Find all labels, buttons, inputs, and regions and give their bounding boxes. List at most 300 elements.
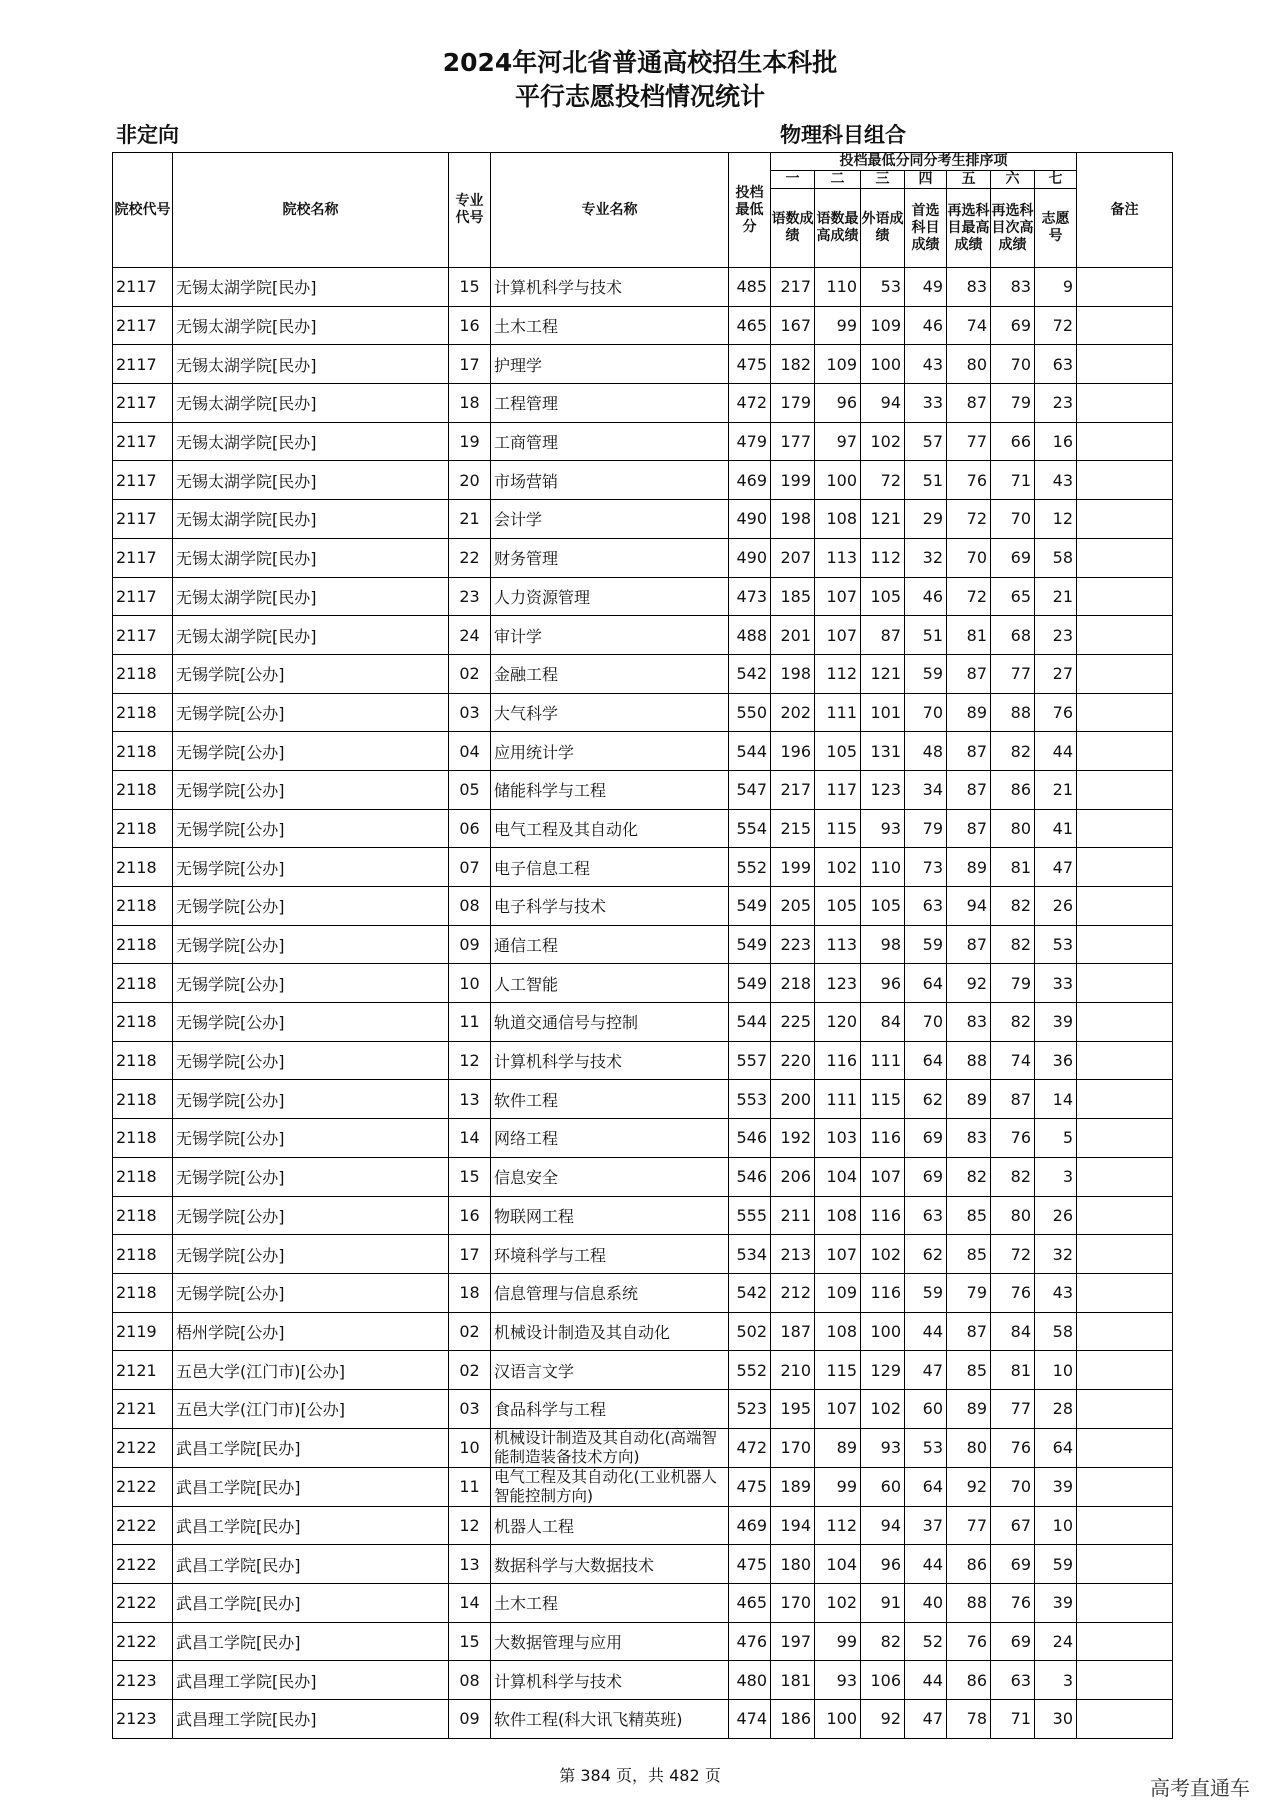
rank-value-cell: 107 — [815, 616, 861, 655]
rank-value-cell: 60 — [905, 1389, 947, 1428]
major-name-cell: 计算机科学与技术 — [491, 268, 729, 307]
rank-value-cell: 129 — [861, 1351, 905, 1390]
rank-value-cell: 96 — [861, 1545, 905, 1584]
school-code-cell: 2118 — [113, 848, 173, 887]
rank-value-cell: 121 — [861, 654, 905, 693]
major-code-cell: 12 — [449, 1041, 491, 1080]
remark-cell — [1077, 1428, 1173, 1467]
rank-value-cell: 23 — [1035, 384, 1077, 423]
rank-value-cell: 62 — [905, 1235, 947, 1274]
rank-value-cell: 109 — [861, 306, 905, 345]
rank-value-cell: 197 — [771, 1622, 815, 1661]
remark-cell — [1077, 964, 1173, 1003]
rank-value-cell: 105 — [815, 732, 861, 771]
major-code-cell: 02 — [449, 1312, 491, 1351]
rank-value-cell: 64 — [1035, 1428, 1077, 1467]
remark-cell — [1077, 1622, 1173, 1661]
rank-value-cell: 123 — [861, 770, 905, 809]
remark-cell — [1077, 422, 1173, 461]
rank-value-cell: 223 — [771, 925, 815, 964]
major-code-cell: 18 — [449, 384, 491, 423]
major-code-cell: 24 — [449, 616, 491, 655]
school-name-cell: 无锡学院[公办] — [173, 1157, 449, 1196]
rank-value-cell: 72 — [947, 577, 991, 616]
rank-value-cell: 89 — [947, 693, 991, 732]
school-name-cell: 无锡太湖学院[民办] — [173, 422, 449, 461]
major-name-cell: 机械设计制造及其自动化 — [491, 1312, 729, 1351]
rank-value-cell: 112 — [815, 654, 861, 693]
table-row — [113, 268, 1173, 307]
rank-value-cell: 67 — [991, 1506, 1035, 1545]
table-row — [113, 1506, 1173, 1545]
school-name-cell: 武昌工学院[民办] — [173, 1545, 449, 1584]
rank-value-cell: 83 — [947, 268, 991, 307]
rank-value-cell: 82 — [991, 732, 1035, 771]
rank-value-cell: 81 — [991, 1351, 1035, 1390]
rank-value-cell: 199 — [771, 848, 815, 887]
table-row — [113, 422, 1173, 461]
rank-value-cell: 69 — [905, 1119, 947, 1158]
major-name-cell: 财务管理 — [491, 538, 729, 577]
remark-cell — [1077, 345, 1173, 384]
table-row — [113, 1351, 1173, 1390]
rank-value-cell: 79 — [991, 964, 1035, 1003]
admission-table — [112, 152, 1173, 1739]
table-row — [113, 1080, 1173, 1119]
rank-value-cell: 111 — [815, 693, 861, 732]
rank-value-cell: 105 — [861, 577, 905, 616]
rank-value-cell: 116 — [815, 1041, 861, 1080]
rank-value-cell: 49 — [905, 268, 947, 307]
page-footer: 第 384 页，共 482 页 — [559, 1766, 721, 1785]
rank-value-cell: 82 — [861, 1622, 905, 1661]
rank-value-cell: 86 — [947, 1545, 991, 1584]
min-score-cell: 474 — [729, 1700, 771, 1739]
major-code-cell: 17 — [449, 1235, 491, 1274]
table-row — [113, 693, 1173, 732]
rank-value-cell: 85 — [947, 1235, 991, 1274]
major-code-cell: 20 — [449, 461, 491, 500]
rank-value-cell: 74 — [947, 306, 991, 345]
remark-cell — [1077, 1700, 1173, 1739]
rank-value-cell: 32 — [905, 538, 947, 577]
min-score-cell: 465 — [729, 1584, 771, 1623]
school-code-cell: 2123 — [113, 1661, 173, 1700]
school-code-cell: 2122 — [113, 1428, 173, 1467]
rank-value-cell: 81 — [991, 848, 1035, 887]
min-score-cell: 502 — [729, 1312, 771, 1351]
rank-value-cell: 93 — [861, 809, 905, 848]
rank-value-cell: 47 — [905, 1700, 947, 1739]
rank-value-cell: 69 — [991, 538, 1035, 577]
rank-value-cell: 39 — [1035, 1003, 1077, 1042]
school-name-cell: 无锡学院[公办] — [173, 1235, 449, 1274]
rank-value-cell: 79 — [905, 809, 947, 848]
rank-value-cell: 185 — [771, 577, 815, 616]
min-score-cell: 469 — [729, 461, 771, 500]
rank-value-cell: 117 — [815, 770, 861, 809]
school-code-cell: 2118 — [113, 1041, 173, 1080]
min-score-cell: 549 — [729, 925, 771, 964]
rank-value-cell: 10 — [1035, 1351, 1077, 1390]
rank-value-cell: 182 — [771, 345, 815, 384]
remark-cell — [1077, 1584, 1173, 1623]
major-code-cell: 14 — [449, 1119, 491, 1158]
remark-cell — [1077, 1157, 1173, 1196]
school-name-cell: 武昌工学院[民办] — [173, 1622, 449, 1661]
min-score-cell: 469 — [729, 1506, 771, 1545]
rank-value-cell: 77 — [991, 654, 1035, 693]
school-code-cell: 2118 — [113, 964, 173, 1003]
school-code-cell: 2122 — [113, 1467, 173, 1506]
major-code-cell: 05 — [449, 770, 491, 809]
header-rank: 六 — [991, 171, 1035, 189]
rank-value-cell: 44 — [1035, 732, 1077, 771]
school-name-cell: 无锡太湖学院[民办] — [173, 577, 449, 616]
table-row — [113, 1157, 1173, 1196]
school-code-cell: 2117 — [113, 306, 173, 345]
rank-value-cell: 73 — [905, 848, 947, 887]
major-code-cell: 17 — [449, 345, 491, 384]
major-code-cell: 08 — [449, 887, 491, 926]
rank-value-cell: 52 — [905, 1622, 947, 1661]
school-code-cell: 2123 — [113, 1700, 173, 1739]
rank-value-cell: 198 — [771, 500, 815, 539]
header-remark: 备注 — [1077, 153, 1173, 268]
school-name-cell: 无锡学院[公办] — [173, 887, 449, 926]
rank-value-cell: 27 — [1035, 654, 1077, 693]
school-name-cell: 武昌工学院[民办] — [173, 1467, 449, 1506]
major-code-cell: 08 — [449, 1661, 491, 1700]
rank-value-cell: 200 — [771, 1080, 815, 1119]
header-rank-item: 再选科目最高成绩 — [947, 189, 991, 268]
major-name-cell: 人力资源管理 — [491, 577, 729, 616]
rank-value-cell: 217 — [771, 770, 815, 809]
rank-value-cell: 113 — [815, 538, 861, 577]
min-score-cell: 473 — [729, 577, 771, 616]
rank-value-cell: 47 — [1035, 848, 1077, 887]
rank-value-cell: 76 — [947, 461, 991, 500]
major-name-cell: 人工智能 — [491, 964, 729, 1003]
rank-value-cell: 87 — [947, 384, 991, 423]
header-rank-item: 首选科目成绩 — [905, 189, 947, 268]
rank-value-cell: 64 — [905, 964, 947, 1003]
major-code-cell: 10 — [449, 964, 491, 1003]
rank-value-cell: 102 — [815, 1584, 861, 1623]
rank-value-cell: 77 — [991, 1389, 1035, 1428]
school-name-cell: 武昌理工学院[民办] — [173, 1700, 449, 1739]
rank-value-cell: 63 — [905, 887, 947, 926]
rank-value-cell: 37 — [905, 1506, 947, 1545]
rank-value-cell: 94 — [861, 1506, 905, 1545]
rank-value-cell: 199 — [771, 461, 815, 500]
rank-value-cell: 86 — [991, 770, 1035, 809]
rank-value-cell: 194 — [771, 1506, 815, 1545]
rank-value-cell: 44 — [905, 1312, 947, 1351]
rank-value-cell: 76 — [991, 1584, 1035, 1623]
major-name-cell: 储能科学与工程 — [491, 770, 729, 809]
major-code-cell: 11 — [449, 1003, 491, 1042]
rank-value-cell: 34 — [905, 770, 947, 809]
school-name-cell: 无锡学院[公办] — [173, 770, 449, 809]
major-code-cell: 15 — [449, 1622, 491, 1661]
school-code-cell: 2117 — [113, 616, 173, 655]
rank-value-cell: 80 — [991, 809, 1035, 848]
rank-value-cell: 53 — [1035, 925, 1077, 964]
rank-value-cell: 46 — [905, 577, 947, 616]
school-code-cell: 2117 — [113, 422, 173, 461]
rank-value-cell: 103 — [815, 1119, 861, 1158]
major-name-cell: 数据科学与大数据技术 — [491, 1545, 729, 1584]
rank-value-cell: 109 — [815, 345, 861, 384]
rank-value-cell: 102 — [861, 1389, 905, 1428]
min-score-cell: 475 — [729, 1545, 771, 1584]
rank-value-cell: 57 — [905, 422, 947, 461]
rank-value-cell: 72 — [947, 500, 991, 539]
rank-value-cell: 26 — [1035, 1196, 1077, 1235]
rank-value-cell: 94 — [861, 384, 905, 423]
rank-value-cell: 24 — [1035, 1622, 1077, 1661]
rank-value-cell: 92 — [947, 1467, 991, 1506]
rank-value-cell: 69 — [991, 1622, 1035, 1661]
school-code-cell: 2118 — [113, 1273, 173, 1312]
major-code-cell: 13 — [449, 1080, 491, 1119]
header-major-code: 专业代号 — [449, 153, 491, 268]
rank-value-cell: 43 — [1035, 461, 1077, 500]
table-row — [113, 1584, 1173, 1623]
rank-value-cell: 101 — [861, 693, 905, 732]
header-rank: 二 — [815, 171, 861, 189]
header-rank: 七 — [1035, 171, 1077, 189]
rank-value-cell: 79 — [947, 1273, 991, 1312]
major-name-cell: 轨道交通信号与控制 — [491, 1003, 729, 1042]
remark-cell — [1077, 693, 1173, 732]
school-code-cell: 2118 — [113, 1235, 173, 1274]
rank-value-cell: 72 — [1035, 306, 1077, 345]
rank-value-cell: 88 — [947, 1041, 991, 1080]
rank-value-cell: 63 — [1035, 345, 1077, 384]
rank-value-cell: 217 — [771, 268, 815, 307]
rank-value-cell: 211 — [771, 1196, 815, 1235]
watermark: 高考直通车 — [1150, 1776, 1250, 1800]
table-row — [113, 500, 1173, 539]
major-name-cell: 机器人工程 — [491, 1506, 729, 1545]
school-name-cell: 无锡学院[公办] — [173, 964, 449, 1003]
major-name-cell: 工程管理 — [491, 384, 729, 423]
rank-value-cell: 44 — [905, 1661, 947, 1700]
rank-value-cell: 100 — [815, 1700, 861, 1739]
school-code-cell: 2118 — [113, 693, 173, 732]
rank-value-cell: 96 — [815, 384, 861, 423]
rank-value-cell: 3 — [1035, 1157, 1077, 1196]
major-code-cell: 03 — [449, 693, 491, 732]
remark-cell — [1077, 1041, 1173, 1080]
school-code-cell: 2118 — [113, 770, 173, 809]
remark-cell — [1077, 1351, 1173, 1390]
rank-value-cell: 198 — [771, 654, 815, 693]
major-code-cell: 18 — [449, 1273, 491, 1312]
rank-value-cell: 170 — [771, 1584, 815, 1623]
rank-value-cell: 70 — [991, 1467, 1035, 1506]
rank-value-cell: 215 — [771, 809, 815, 848]
school-code-cell: 2122 — [113, 1584, 173, 1623]
rank-value-cell: 107 — [815, 577, 861, 616]
school-code-cell: 2121 — [113, 1389, 173, 1428]
header-rank: 五 — [947, 171, 991, 189]
school-name-cell: 无锡学院[公办] — [173, 1119, 449, 1158]
rank-value-cell: 51 — [905, 616, 947, 655]
table-row — [113, 1196, 1173, 1235]
rank-value-cell: 76 — [1035, 693, 1077, 732]
major-code-cell: 09 — [449, 1700, 491, 1739]
min-score-cell: 554 — [729, 809, 771, 848]
rank-value-cell: 63 — [991, 1661, 1035, 1700]
rank-value-cell: 107 — [815, 1235, 861, 1274]
remark-cell — [1077, 848, 1173, 887]
rank-value-cell: 53 — [905, 1428, 947, 1467]
remark-cell — [1077, 654, 1173, 693]
major-name-cell: 网络工程 — [491, 1119, 729, 1158]
rank-value-cell: 212 — [771, 1273, 815, 1312]
school-name-cell: 无锡学院[公办] — [173, 732, 449, 771]
rank-value-cell: 115 — [815, 1351, 861, 1390]
school-code-cell: 2117 — [113, 577, 173, 616]
major-code-cell: 10 — [449, 1428, 491, 1467]
school-code-cell: 2118 — [113, 654, 173, 693]
rank-value-cell: 83 — [991, 268, 1035, 307]
major-name-cell: 计算机科学与技术 — [491, 1661, 729, 1700]
rank-value-cell: 97 — [815, 422, 861, 461]
table-row — [113, 1661, 1173, 1700]
rank-value-cell: 107 — [815, 1389, 861, 1428]
min-score-cell: 549 — [729, 964, 771, 1003]
rank-value-cell: 71 — [991, 461, 1035, 500]
rank-value-cell: 88 — [947, 1584, 991, 1623]
rank-value-cell: 87 — [991, 1080, 1035, 1119]
rank-value-cell: 48 — [905, 732, 947, 771]
rank-value-cell: 82 — [991, 1003, 1035, 1042]
major-name-cell: 软件工程 — [491, 1080, 729, 1119]
header-min-score: 投档最低分 — [729, 153, 771, 268]
header-school-code: 院校代号 — [113, 153, 173, 268]
remark-cell — [1077, 1545, 1173, 1584]
rank-value-cell: 195 — [771, 1389, 815, 1428]
table-row — [113, 306, 1173, 345]
table-row — [113, 925, 1173, 964]
school-name-cell: 无锡学院[公办] — [173, 809, 449, 848]
min-score-cell: 475 — [729, 345, 771, 384]
school-name-cell: 无锡学院[公办] — [173, 1003, 449, 1042]
remark-cell — [1077, 577, 1173, 616]
rank-value-cell: 70 — [991, 345, 1035, 384]
school-code-cell: 2118 — [113, 1003, 173, 1042]
major-code-cell: 02 — [449, 654, 491, 693]
rank-value-cell: 3 — [1035, 1661, 1077, 1700]
rank-value-cell: 72 — [861, 461, 905, 500]
table-row — [113, 616, 1173, 655]
min-score-cell: 550 — [729, 693, 771, 732]
rank-value-cell: 76 — [991, 1273, 1035, 1312]
rank-value-cell: 89 — [947, 848, 991, 887]
category-label: 非定向 — [116, 123, 179, 147]
rank-value-cell: 87 — [947, 1312, 991, 1351]
major-name-cell: 护理学 — [491, 345, 729, 384]
rank-value-cell: 121 — [861, 500, 905, 539]
rank-value-cell: 79 — [991, 384, 1035, 423]
rank-value-cell: 180 — [771, 1545, 815, 1584]
rank-value-cell: 87 — [947, 925, 991, 964]
table-row — [113, 1389, 1173, 1428]
rank-value-cell: 89 — [947, 1080, 991, 1119]
header-ranking-group: 投档最低分同分考生排序项 — [771, 153, 1077, 171]
school-name-cell: 无锡学院[公办] — [173, 654, 449, 693]
rank-value-cell: 98 — [861, 925, 905, 964]
rank-value-cell: 225 — [771, 1003, 815, 1042]
rank-value-cell: 84 — [861, 1003, 905, 1042]
major-name-cell: 工商管理 — [491, 422, 729, 461]
rank-value-cell: 85 — [947, 1351, 991, 1390]
rank-value-cell: 205 — [771, 887, 815, 926]
school-name-cell: 无锡太湖学院[民办] — [173, 616, 449, 655]
major-name-cell: 市场营销 — [491, 461, 729, 500]
rank-value-cell: 39 — [1035, 1467, 1077, 1506]
rank-value-cell: 30 — [1035, 1700, 1077, 1739]
table-row — [113, 770, 1173, 809]
rank-value-cell: 58 — [1035, 1312, 1077, 1351]
rank-value-cell: 210 — [771, 1351, 815, 1390]
min-score-cell: 549 — [729, 887, 771, 926]
remark-cell — [1077, 268, 1173, 307]
header-rank-item: 再选科目次高成绩 — [991, 189, 1035, 268]
header-rank-item: 外语成绩 — [861, 189, 905, 268]
rank-value-cell: 196 — [771, 732, 815, 771]
major-code-cell: 15 — [449, 268, 491, 307]
rank-value-cell: 63 — [905, 1196, 947, 1235]
remark-cell — [1077, 1080, 1173, 1119]
rank-value-cell: 60 — [861, 1467, 905, 1506]
rank-value-cell: 93 — [861, 1428, 905, 1467]
rank-value-cell: 207 — [771, 538, 815, 577]
rank-value-cell: 116 — [861, 1273, 905, 1312]
school-name-cell: 武昌工学院[民办] — [173, 1584, 449, 1623]
major-name-cell: 大气科学 — [491, 693, 729, 732]
school-name-cell: 无锡太湖学院[民办] — [173, 345, 449, 384]
major-name-cell: 会计学 — [491, 500, 729, 539]
rank-value-cell: 81 — [947, 616, 991, 655]
rank-value-cell: 106 — [861, 1661, 905, 1700]
min-score-cell: 552 — [729, 1351, 771, 1390]
rank-value-cell: 110 — [861, 848, 905, 887]
header-rank: 一 — [771, 171, 815, 189]
table-row — [113, 1428, 1173, 1467]
major-name-cell: 物联网工程 — [491, 1196, 729, 1235]
school-name-cell: 五邑大学(江门市)[公办] — [173, 1389, 449, 1428]
remark-cell — [1077, 1235, 1173, 1274]
table-row — [113, 1700, 1173, 1739]
major-code-cell: 04 — [449, 732, 491, 771]
rank-value-cell: 80 — [991, 1196, 1035, 1235]
rank-value-cell: 213 — [771, 1235, 815, 1274]
rank-value-cell: 89 — [815, 1428, 861, 1467]
remark-cell — [1077, 1389, 1173, 1428]
major-name-cell: 信息安全 — [491, 1157, 729, 1196]
rank-value-cell: 71 — [991, 1700, 1035, 1739]
major-name-cell: 电气工程及其自动化(工业机器人智能控制方向) — [491, 1467, 729, 1506]
rank-value-cell: 21 — [1035, 770, 1077, 809]
rank-value-cell: 36 — [1035, 1041, 1077, 1080]
major-name-cell: 环境科学与工程 — [491, 1235, 729, 1274]
school-name-cell: 无锡学院[公办] — [173, 848, 449, 887]
